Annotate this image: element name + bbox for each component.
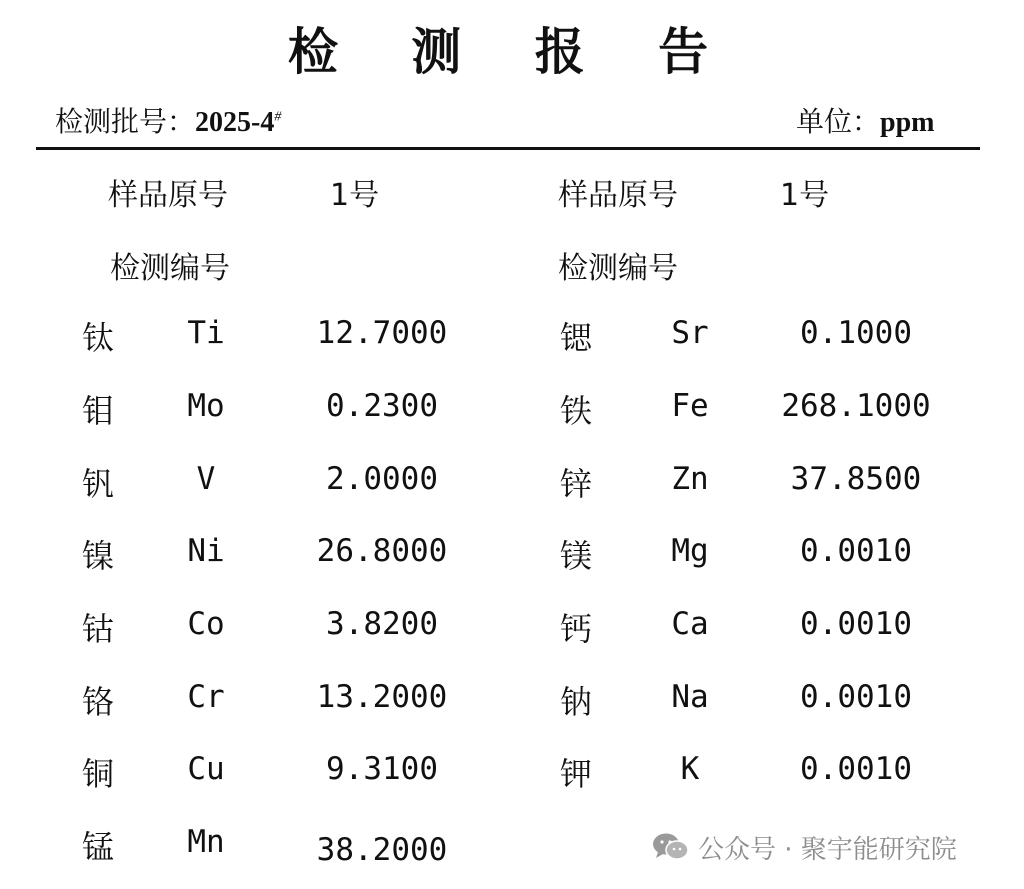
right-element-name: 钠	[560, 683, 593, 721]
left-element-value: 12.7000	[316, 315, 448, 351]
right-element-symbol: K	[680, 751, 700, 787]
right-sample-label: 样品原号	[558, 178, 678, 213]
left-code-label: 检测编号	[110, 251, 230, 286]
left-element-name: 铜	[82, 755, 115, 793]
left-element-name: 钴	[82, 610, 115, 648]
left-element-symbol: Cu	[187, 751, 225, 787]
left-element-name: 钒	[82, 465, 115, 503]
left-element-symbol: Mn	[187, 824, 225, 860]
right-code-label: 检测编号	[558, 251, 678, 286]
left-element-value: 26.8000	[316, 533, 448, 569]
left-element-symbol: V	[196, 461, 216, 497]
right-element-symbol: Na	[671, 679, 709, 715]
watermark-text: 公众号 · 聚宇能研究院	[698, 834, 957, 865]
left-element-name: 镍	[82, 537, 115, 575]
right-element-value: 0.0010	[800, 606, 912, 642]
watermark	[652, 830, 957, 864]
unit-label: 单位：	[796, 105, 881, 138]
left-element-value: 38.2000	[316, 832, 448, 868]
right-element-name: 镁	[560, 537, 593, 575]
report-title: 检 测 报 告	[287, 23, 737, 81]
left-element-value: 9.3100	[326, 751, 438, 787]
left-element-symbol: Cr	[187, 679, 225, 715]
batch-number	[55, 100, 281, 140]
right-element-value: 37.8500	[790, 461, 922, 497]
right-element-name: 铁	[560, 392, 593, 430]
right-element-symbol: Sr	[671, 315, 709, 351]
right-element-symbol: Ca	[671, 606, 709, 642]
batch-value-sup: #	[274, 109, 282, 125]
left-element-name: 锰	[82, 828, 115, 866]
left-element-value: 13.2000	[316, 679, 448, 715]
left-element-value: 2.0000	[326, 461, 438, 497]
right-element-symbol: Fe	[671, 388, 709, 424]
unit-value: ppm	[880, 107, 935, 138]
left-element-name: 铬	[82, 683, 115, 721]
right-sample-value: 1号	[780, 178, 830, 213]
batch-label: 检测批号：	[55, 105, 196, 138]
right-element-name: 锶	[560, 319, 593, 357]
right-element-value: 0.0010	[800, 533, 912, 569]
batch-value-text: 2025-4	[195, 107, 275, 138]
left-element-value: 3.8200	[326, 606, 438, 642]
header-divider	[36, 147, 980, 150]
batch-value	[195, 107, 281, 138]
left-element-name: 钛	[82, 319, 115, 357]
right-element-value: 268.1000	[781, 388, 931, 424]
left-element-symbol: Co	[187, 606, 225, 642]
right-element-name: 钾	[560, 755, 593, 793]
left-element-value: 0.2300	[326, 388, 438, 424]
right-element-value: 0.0010	[800, 679, 912, 715]
right-element-name: 钙	[560, 610, 593, 648]
right-element-value: 0.1000	[800, 315, 912, 351]
left-element-symbol: Ti	[187, 315, 225, 351]
left-element-symbol: Mo	[187, 388, 225, 424]
right-element-symbol: Zn	[671, 461, 709, 497]
left-sample-label: 样品原号	[108, 178, 228, 213]
right-element-symbol: Mg	[671, 533, 709, 569]
right-element-name: 锌	[560, 465, 593, 503]
left-sample-value: 1号	[330, 178, 380, 213]
unit	[796, 100, 934, 140]
left-element-name: 钼	[82, 392, 115, 430]
wechat-icon	[652, 832, 690, 862]
left-element-symbol: Ni	[187, 533, 225, 569]
right-element-value: 0.0010	[800, 751, 912, 787]
